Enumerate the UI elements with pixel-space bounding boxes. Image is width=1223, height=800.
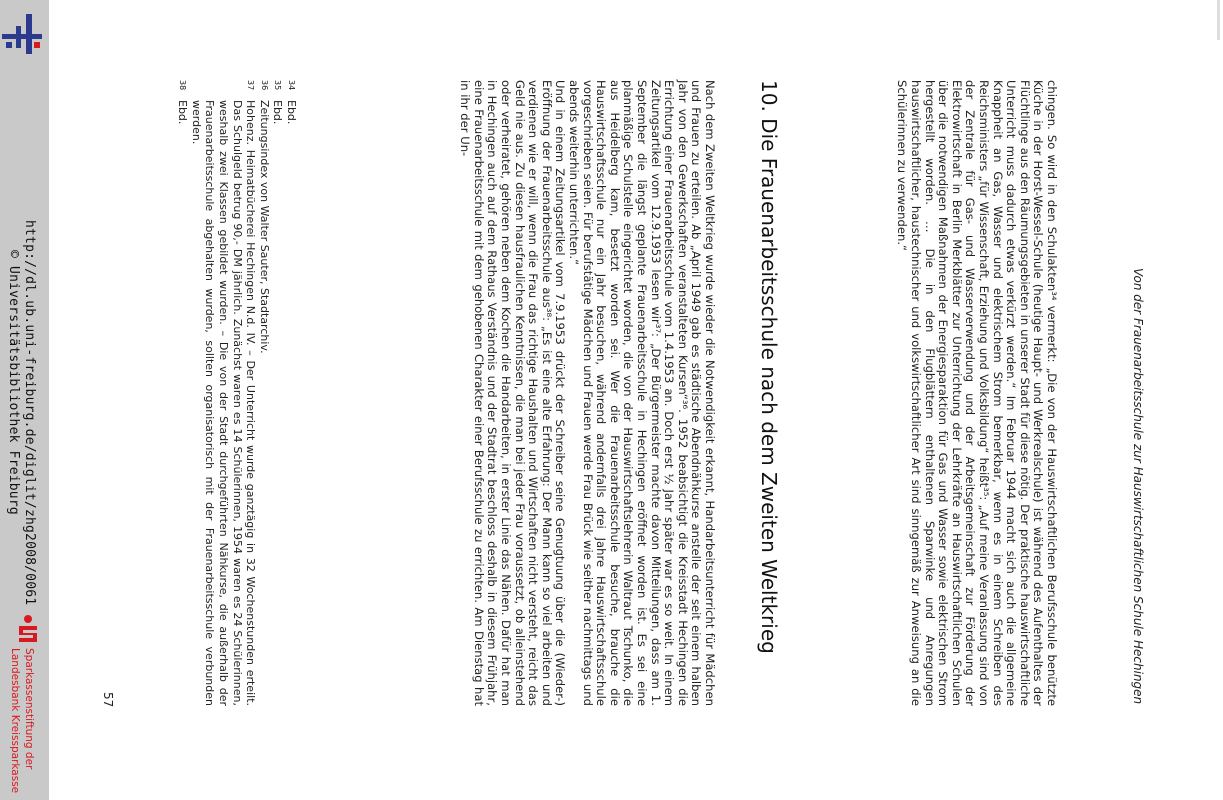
- running-head: Von der Frauenarbeitsschule zur Hauswirtschaftlichen Schule Hechingen: [1131, 268, 1145, 705]
- footnote: 35 Ebd.: [271, 80, 285, 125]
- footnote: 36 Zeitungsindex von Walter Sauter, Stadtarchiv.: [257, 80, 271, 354]
- footnotes: [176, 80, 298, 706]
- scrollbar[interactable]: [1217, 0, 1220, 40]
- paragraph-2a-text: Nach dem Zweiten Weltkrieg wurde wieder die Notwendigkeit erkannt, Handarbeitsunterricht für Mädchen und Frauen zu erteilen. Ab „April 1949 gab es städtische Abendnähkurse anstelle der seit einem halben Jahr von den Gewerkschaften veranstalteten Kursen“³⁶. 1952 beabsichtigt die Kreisstadt Hechingen die Errichtung einer Frauenarbeitsschule vom 1.4.1953 an. Doch erst ½ Jahr später war es so weit. In einem Zeitungsartikel vom 12.9.1953 lesen wir³⁷: „Der Bürgermeister machte davon Mitteilungen, dass am 1. September die längst geplante Frauenarbeitsschule in Hechingen eröffnet worden ist. Es sei eine planmäßige Schulstelle eingerichtet worden, die von der Hauswirtschaftslehrerin Waltraut Tschunko, die aus Heidelberg kam, besetzt worden sei. Wer die Frauenarbeitsschule besuche, brauche die Hauswirtschaftsschule nur ein Jahr besuchen, während andernfalls drei Jahre Hauswirtschaftsschule vorgeschrieben seien. Für berufstätige Mädchen und Frauen werde Frau Brück wie seither nachmittags und abends weiterhin unterrichten.“: [567, 80, 717, 706]
- section-heading: 10. Die Frauenarbeitsschule nach dem Zweiten Weltkrieg: [757, 80, 781, 654]
- page-number: 57: [101, 692, 115, 708]
- sponsor-line-2: Landesbank Kreissparkasse: [9, 648, 21, 794]
- copyright-notice: © Universitätsbibliothek Freiburg: [6, 250, 21, 515]
- sparkasse-logo-icon: [16, 614, 40, 644]
- sponsor-line-1: Sparkassenstiftung der: [23, 648, 35, 770]
- document-url[interactable]: http://dl.ub.uni-freiburg.de/diglit/zhg2008/0061: [22, 220, 37, 606]
- paragraph-2b-text: Und in einem Zeitungsartikel vom 7.9.1953 drückt der Schreiber seine Genugtuung über die (Wieder-) Eröffnung der Frauenarbeitsschule aus³⁸: „Es ist eine alte Erfahrung: Der Mann kann so viel arbeiten und verdienen wie er will, wenn die Frau das richtige Haushalten und Wirtschaften nicht versteht, reicht das Geld nie aus. Zu diesen hausfraulichen Kenntnissen, die man bei jeder Frau voraussetzt, ob alleinstehend oder verheiratet, gehören neben dem Kochen die Handarbeiten, in erster Linie das Nähen. Dafür hat man in Hechingen auch auf dem Rathaus Verständnis und der Stadtrat beschloss deshalb in diesem Frühjahr, eine Frauenarbeitsschule mit dem gehobenen Charakter einer Berufsschule zu errichten. Am Dienstag hat in ihr der Un-: [458, 80, 568, 706]
- paragraph-1-text: chingen. So wird in den Schulakten³⁴ vermerkt: „Die von der Hauswirtschaftlichen Berufsschule benützte Küche in der Horst-Wessel-Schule (heutige Haupt- und Werkrealschule) ist während des Aufenthaltes der Flüchtlinge aus den Räumungsgebieten in unserer Stadt für diese nötig. Der praktische hauswirtschaftliche Unterricht muss dadurch etwas verkürzt werden.“ Im Februar 1944 macht sich auch die allgemeine Knappheit an Gas, Wasser und elektrischem Strom bemerkbar, wenn es in einem Schreiben des Reichsministers „für Wissenschaft, Erziehung und Volksbildung“ heißt³⁵: „Auf meine Veranlassung sind von der Zentrale für Gas- und Wasserverwendung und der Arbeitsgemeinschaft zur Förderung der Elektrowirtschaft in Berlin Merkblätter zur Unterrichtung der Lehrkräfte an Hauswirtschaftlichen Schulen über die notwendigen Maßnahmen der Energiesparaktion für Gas und Wasser sowie elektrischen Strom hergestellt worden. … Die in den Flugblättern enthaltenen Sparwinke und Anregungen hauswirtschaftlicher, haustechnischer und volkswirtschaftlicher Art sind sinngemäß zur Anweisung an die Schülerinnen zu verwenden.“: [895, 80, 1059, 706]
- paragraph-1: [895, 80, 1058, 706]
- footnote: 37 Hohenz. Heimatbücherei Hechingen N.d. IV. – Der Unterricht wurde ganztägig in 32 Wochenstunden erteilt. Das Schulgeld betrug 90,- DM jährlich. Zunächst waren es 14 Schülerinnen, 1954 waren es 24 Schülerinnen, weshalb zwei Klassen gebildet wurden. – Die von der Stadt durchgeführten Nähkurse, die außerhalb der Frauenarbeitsschule abgehalten wurden, sollten organisatorisch mit der Frauenarbeitsschule verbunden werden.: [189, 80, 258, 706]
- footnote: 38 Ebd.: [176, 80, 190, 125]
- footnote: 34 Ebd.: [285, 80, 298, 125]
- paragraph-2: [458, 80, 716, 706]
- viewer-sidebar: [0, 0, 49, 800]
